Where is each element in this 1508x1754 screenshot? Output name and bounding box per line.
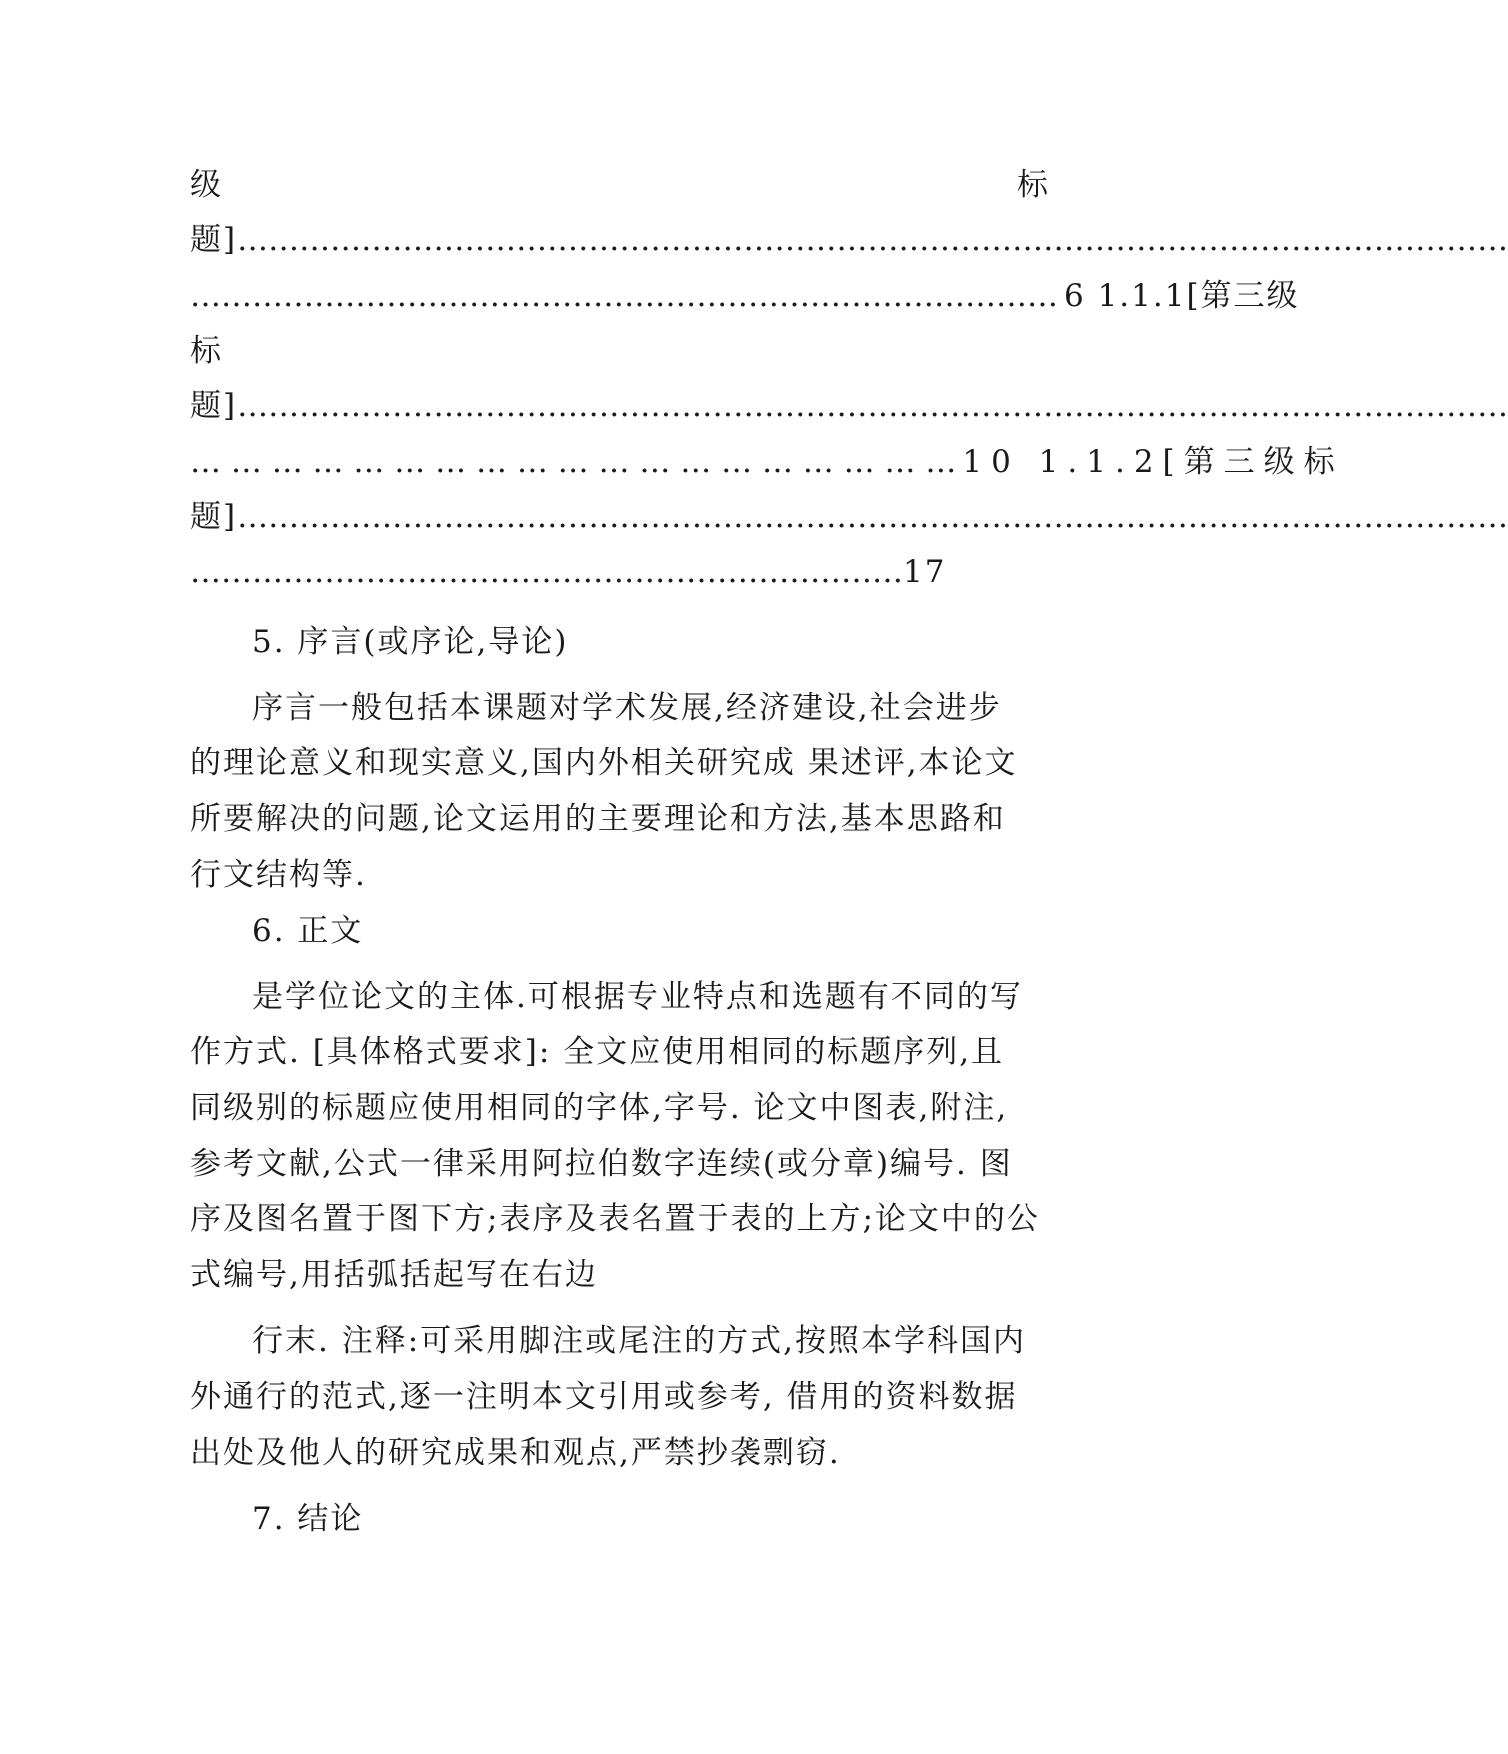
- paragraph-line: 的理论意义和现实意义,国内外相关研究成 果述评,本论文: [190, 745, 1018, 781]
- toc-line-4: [190, 331, 1050, 371]
- paragraph-line: 作方式. [具体格式要求]: 全文应使用相同的标题序列,且: [190, 1034, 1005, 1070]
- paragraph-line: 行文结构等.: [190, 857, 367, 893]
- paragraph-line: 所要解决的问题,论文运用的主要理论和方法,基本思路和: [190, 801, 1006, 837]
- toc-entry: 6 1.1.1[第三级: [1064, 278, 1300, 314]
- toc-leader-dots: ……………………………………………………………………………………………………………: [237, 388, 1508, 424]
- toc-leader-dots: ……………………………………………………………………………………………………………: [237, 499, 1508, 535]
- toc-text: 级: [190, 167, 223, 203]
- toc-line-6: [190, 442, 1344, 482]
- paragraph-line: 出处及他人的研究成果和观点,严禁抄袭剽窃.: [190, 1435, 841, 1471]
- paragraph-line: 序言一般包括本课题对学术发展,经济建设,社会进步: [252, 690, 1002, 726]
- paragraph-line: 式编号,用括弧括起写在右边: [190, 1257, 598, 1293]
- section-heading-5: 5. 序言(或序论,导论): [252, 624, 569, 660]
- section-heading-7: 7. 结论: [252, 1501, 364, 1537]
- page-number: 17: [903, 554, 947, 590]
- toc-line-2: [190, 220, 1508, 260]
- section-heading-6: 6. 正文: [252, 913, 364, 949]
- paragraph-line: 是学位论文的主体.可根据专业特点和选题有不同的写: [252, 979, 1023, 1015]
- toc-leader-dots: … … … … … … … … … … … … … … … … … … …: [190, 444, 957, 480]
- toc-text: 题]: [190, 388, 238, 424]
- toc-leader-dots: …………………………………………………………………………: [190, 278, 1058, 314]
- toc-entry: 10 1.1.2[第三级标: [962, 444, 1344, 480]
- paragraph-line: 序及图名置于图下方;表序及表名置于表的上方;论文中的公: [190, 1201, 1040, 1237]
- toc-line-1: [190, 165, 1050, 205]
- paragraph-line: 同级别的标题应使用相同的字体,字号. 论文中图表,附注,: [190, 1090, 1009, 1126]
- toc-line-7: [190, 497, 1508, 537]
- paragraph-line: 行末. 注释:可采用脚注或尾注的方式,按照本学科国内: [252, 1323, 1027, 1359]
- toc-text: 题]: [190, 499, 238, 535]
- toc-line-5: [190, 386, 1508, 426]
- toc-line-8: [190, 552, 1050, 592]
- toc-text: 标: [190, 333, 223, 369]
- paragraph-line: 外通行的范式,逐一注明本文引用或参考, 借用的资料数据: [190, 1379, 1018, 1415]
- toc-leader-dots: ……………………………………………………………: [190, 554, 903, 590]
- toc-leader-dots: ……………………………………………………………………………………………………………: [237, 222, 1508, 258]
- toc-text: 标: [1017, 167, 1050, 203]
- paragraph-line: 参考文献,公式一律采用阿拉伯数字连续(或分章)编号. 图: [190, 1146, 1013, 1182]
- toc-line-3: [190, 276, 1300, 316]
- toc-text: 题]: [190, 222, 238, 258]
